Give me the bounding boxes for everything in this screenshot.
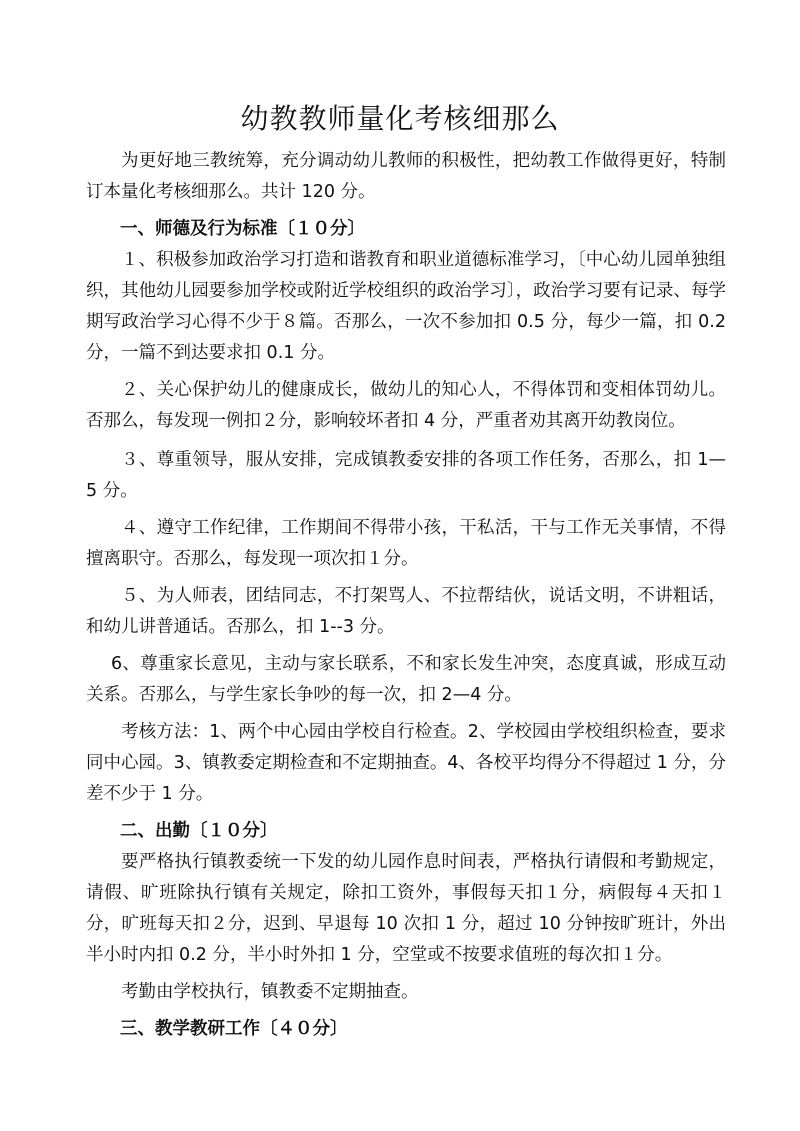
section-1-item-4: ４、遵守工作纪律，工作期间不得带小孩，干私活，干与工作无关事情，不得擅离职守。否那么，每发现一项次扣１分。 — [86, 518, 726, 569]
document-body — [86, 146, 726, 1045]
section-1-assessment-method: 考核方法：1、两个中心园由学校自行检查。2、学校园由学校组织检查，要求同中心园。3、镇教委定期检查和不定期抽查。4、各校平均得分不得超过 1 分，分差不少于 1 分。 — [86, 722, 726, 804]
intro-paragraph: 为更好地三教统筹，充分调动幼儿教师的积极性，把幼教工作做得更好，特制订本量化考核细那么。共计 120 分。 — [86, 151, 726, 202]
section-3-heading: 三、教学教研工作〔４０分〕 — [120, 1019, 348, 1039]
section-2-body: 要严格执行镇教委统一下发的幼儿园作息时间表，严格执行请假和考勤规定，请假、旷班除执行镇有关规定，除扣工资外，事假每天扣１分，病假每４天扣１分，旷班每天扣２分，迟到、早退每 10 次扣 1 分，超过 10 分钟按旷班计，外出半小时内扣 0.2 分，半小时外扣 1 分，空堂或不按要求值班的每次扣１分。 — [86, 852, 726, 965]
section-1-item-1: １、积极参加政治学习打造和谐教育和职业道德标准学习，〔中心幼儿园单独组织，其他幼儿园要参加学校或附近学校组织的政治学习〕，政治学习要有记录、每学期写政治学习心得不少于８篇。否那么，一次不参加扣 0.5 分，每少一篇，扣 0.2 分，一篇不到达要求扣 0.1 分。 — [86, 250, 726, 363]
section-1-item-5: ５、为人师表，团结同志，不打架骂人、不拉帮结伙，说话文明，不讲粗话，和幼儿讲普通话。否那么，扣 1--3 分。 — [86, 586, 726, 637]
section-1-item-6: 6、尊重家长意见，主动与家长联系，不和家长发生冲突，态度真诚，形成互动关系。否那么，与学生家长争吵的每一次，扣 2—4 分。 — [86, 654, 726, 705]
section-1-heading: 一、师德及行为标准〔１０分〕 — [120, 219, 365, 239]
section-1-item-3: ３、尊重领导，服从安排，完成镇教委安排的各项工作任务，否那么，扣 1—5 分。 — [86, 450, 726, 501]
section-1-item-2: ２、关心保护幼儿的健康成长，做幼儿的知心人，不得体罚和变相体罚幼儿。否那么，每发现一例扣２分，影响较坏者扣 4 分，严重者劝其离开幼教岗位。 — [86, 380, 726, 431]
document-title: 幼教教师量化考核细那么 — [240, 102, 560, 135]
section-2-note: 考勤由学校执行，镇教委不定期抽查。 — [121, 982, 419, 1002]
section-2-heading: 二、出勤〔１０分〕 — [120, 821, 278, 841]
